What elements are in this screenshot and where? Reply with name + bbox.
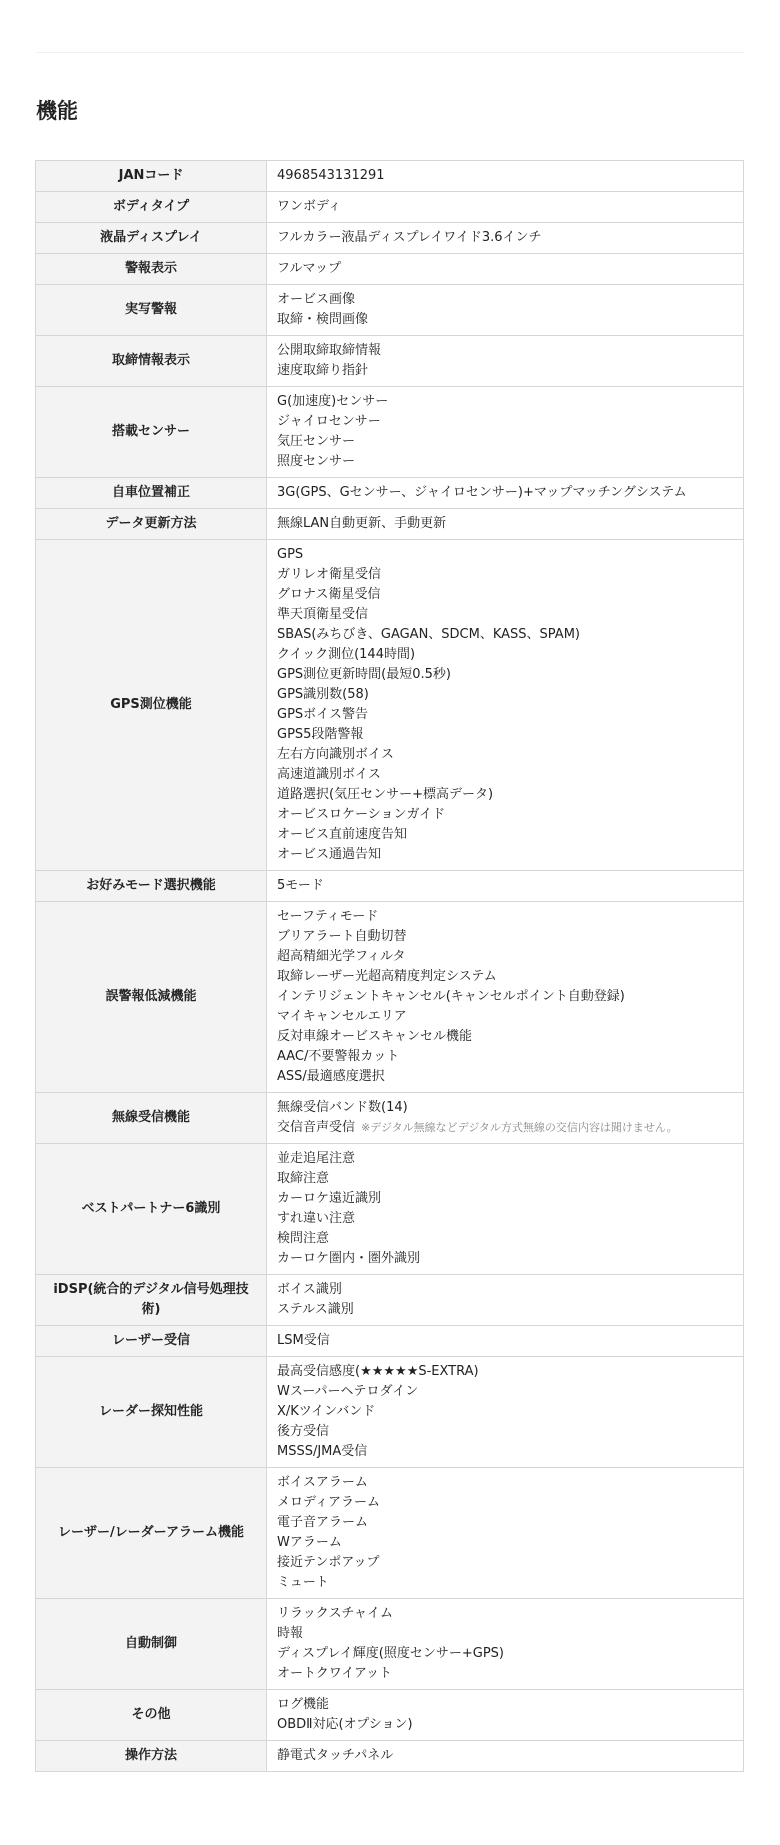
spec-value-line — [277, 1118, 733, 1138]
spec-value-line — [277, 452, 733, 472]
spec-label: ベストパートナー6識別 — [36, 1144, 267, 1275]
spec-value-line — [277, 1007, 733, 1027]
spec-value-text: GPS5段階警報 — [277, 727, 364, 742]
spec-value-line — [277, 927, 733, 947]
spec-value-line — [277, 166, 733, 186]
spec-value-text: ボイス識別 — [277, 1282, 342, 1297]
top-divider — [36, 52, 744, 53]
spec-value-line — [277, 645, 733, 665]
spec-value-text: インテリジェントキャンセル(キャンセルポイント自動登録) — [277, 989, 625, 1004]
spec-value-cell — [267, 161, 744, 192]
spec-note: ※デジタル無線などデジタル方式無線の交信内容は聞けません。 — [361, 1121, 678, 1134]
spec-value-text: ASS/最適感度選択 — [277, 1069, 385, 1084]
spec-label: 自動制御 — [36, 1599, 267, 1690]
spec-value-line — [277, 361, 733, 381]
spec-value-line — [277, 987, 733, 1007]
spec-value-text: セーフティモード — [277, 909, 379, 924]
spec-label: 搭載センサー — [36, 387, 267, 478]
spec-value-line — [277, 1473, 733, 1493]
spec-value-line — [277, 785, 733, 805]
spec-value-text: 3G(GPS、Gセンサー、ジャイロセンサー)+マップマッチングシステム — [277, 485, 687, 500]
spec-value-line — [277, 1442, 733, 1462]
spec-value-text: 交信音声受信 — [277, 1120, 356, 1135]
spec-value-line — [277, 565, 733, 585]
spec-value-text: フルカラー液晶ディスプレイワイド3.6インチ — [277, 230, 542, 245]
spec-value-text: 取締・検問画像 — [277, 312, 369, 327]
spec-value-text: 取締注意 — [277, 1171, 330, 1186]
spec-value-text: ミュート — [277, 1575, 329, 1590]
spec-value-text: 静電式タッチパネル — [277, 1748, 394, 1763]
spec-value-text: 照度センサー — [277, 454, 356, 469]
spec-value-text: 接近テンポアップ — [277, 1555, 380, 1570]
spec-row — [36, 161, 744, 192]
spec-value-cell — [267, 1690, 744, 1741]
spec-value-cell — [267, 478, 744, 509]
spec-value-cell — [267, 1275, 744, 1326]
spec-value-cell — [267, 1468, 744, 1599]
spec-value-line — [277, 1169, 733, 1189]
spec-row — [36, 387, 744, 478]
spec-value-text: オービス画像 — [277, 292, 356, 307]
spec-row — [36, 1357, 744, 1468]
spec-row — [36, 1275, 744, 1326]
spec-value-text: ガリレオ衛星受信 — [277, 567, 382, 582]
spec-value-line — [277, 625, 733, 645]
spec-value-text: GPS — [277, 547, 304, 562]
spec-value-line — [277, 310, 733, 330]
spec-value-cell — [267, 540, 744, 871]
spec-value-text: GPSボイス警告 — [277, 707, 369, 722]
spec-value-line — [277, 1644, 733, 1664]
spec-label: 液晶ディスプレイ — [36, 223, 267, 254]
spec-value-line — [277, 228, 733, 248]
spec-value-text: ディスプレイ輝度(照度センサー+GPS) — [277, 1646, 504, 1661]
spec-value-line — [277, 483, 733, 503]
spec-value-text: すれ違い注意 — [277, 1211, 356, 1226]
spec-value-cell — [267, 223, 744, 254]
spec-label: GPS測位機能 — [36, 540, 267, 871]
spec-value-line — [277, 1047, 733, 1067]
spec-row — [36, 254, 744, 285]
spec-row — [36, 285, 744, 336]
spec-value-line — [277, 1624, 733, 1644]
spec-value-text: 5モード — [277, 878, 324, 893]
spec-value-text: オービス通過告知 — [277, 847, 382, 862]
spec-value-text: 準天頂衛星受信 — [277, 607, 369, 622]
spec-row — [36, 1468, 744, 1599]
spec-value-text: 後方受信 — [277, 1424, 330, 1439]
spec-row — [36, 509, 744, 540]
spec-value-cell — [267, 1741, 744, 1772]
section-title: 機能 — [36, 99, 78, 123]
spec-value-line — [277, 1746, 733, 1766]
spec-value-line — [277, 432, 733, 452]
spec-row — [36, 902, 744, 1093]
spec-value-text: 無線受信バンド数(14) — [277, 1100, 408, 1115]
spec-value-line — [277, 341, 733, 361]
spec-value-text: 公開取締取締情報 — [277, 343, 382, 358]
spec-row — [36, 192, 744, 223]
spec-row — [36, 1690, 744, 1741]
spec-value-cell — [267, 1357, 744, 1468]
spec-row — [36, 1093, 744, 1144]
spec-value-line — [277, 197, 733, 217]
spec-label: JANコード — [36, 161, 267, 192]
spec-value-line — [277, 1280, 733, 1300]
spec-value-line — [277, 765, 733, 785]
spec-value-line — [277, 1573, 733, 1593]
spec-value-text: LSM受信 — [277, 1333, 330, 1348]
spec-value-line — [277, 1695, 733, 1715]
spec-value-text: G(加速度)センサー — [277, 394, 389, 409]
spec-value-text: クイック測位(144時間) — [277, 647, 416, 662]
spec-value-line — [277, 705, 733, 725]
spec-value-line — [277, 1249, 733, 1269]
spec-label: レーザー受信 — [36, 1326, 267, 1357]
spec-value-line — [277, 1382, 733, 1402]
spec-value-text: SBAS(みちびき、GAGAN、SDCM、KASS、SPAM) — [277, 627, 580, 642]
spec-label: お好みモード選択機能 — [36, 871, 267, 902]
spec-value-text: ログ機能 — [277, 1697, 330, 1712]
spec-value-line — [277, 1422, 733, 1442]
spec-value-line — [277, 259, 733, 279]
spec-label: iDSP(統合的デジタル信号処理技術) — [36, 1275, 267, 1326]
spec-value-text: X/Kツインバンド — [277, 1404, 376, 1419]
spec-row — [36, 1144, 744, 1275]
spec-value-line — [277, 412, 733, 432]
spec-label: レーダー探知性能 — [36, 1357, 267, 1468]
spec-value-cell — [267, 336, 744, 387]
spec-value-text: 気圧センサー — [277, 434, 356, 449]
spec-value-line — [277, 1553, 733, 1573]
spec-value-line — [277, 665, 733, 685]
spec-row — [36, 1741, 744, 1772]
spec-value-text: Wアラーム — [277, 1535, 342, 1550]
spec-value-line — [277, 1513, 733, 1533]
spec-value-line — [277, 1362, 733, 1382]
spec-value-line — [277, 1604, 733, 1624]
spec-value-text: ステルス識別 — [277, 1302, 354, 1317]
spec-value-cell — [267, 285, 744, 336]
spec-value-text: AAC/不要警報カット — [277, 1049, 400, 1064]
spec-value-text: カーロケ圏内・圏外識別 — [277, 1251, 421, 1266]
spec-value-text: 最高受信感度(★★★★★S-EXTRA) — [277, 1364, 479, 1379]
spec-value-line — [277, 1533, 733, 1553]
spec-value-line — [277, 545, 733, 565]
spec-value-text: 無線LAN自動更新、手動更新 — [277, 516, 447, 531]
spec-value-text: 4968543131291 — [277, 168, 385, 183]
spec-value-line — [277, 514, 733, 534]
spec-table — [35, 160, 744, 1772]
spec-value-text: 速度取締り指針 — [277, 363, 369, 378]
spec-value-text: オービスロケーションガイド — [277, 807, 446, 822]
spec-value-line — [277, 290, 733, 310]
spec-label: 自車位置補正 — [36, 478, 267, 509]
spec-value-text: マイキャンセルエリア — [277, 1009, 407, 1024]
spec-value-line — [277, 1149, 733, 1169]
spec-row — [36, 540, 744, 871]
spec-label: データ更新方法 — [36, 509, 267, 540]
spec-value-text: GPS識別数(58) — [277, 687, 369, 702]
spec-label: 誤警報低減機能 — [36, 902, 267, 1093]
spec-row — [36, 336, 744, 387]
spec-value-line — [277, 1098, 733, 1118]
spec-value-text: 電子音アラーム — [277, 1515, 369, 1530]
spec-label: 警報表示 — [36, 254, 267, 285]
spec-row — [36, 871, 744, 902]
spec-value-text: ボイスアラーム — [277, 1475, 368, 1490]
spec-label: その他 — [36, 1690, 267, 1741]
spec-label: 取締情報表示 — [36, 336, 267, 387]
spec-label: ボディタイプ — [36, 192, 267, 223]
spec-value-line — [277, 845, 733, 865]
spec-value-text: 時報 — [277, 1626, 304, 1641]
spec-value-line — [277, 1402, 733, 1422]
spec-value-line — [277, 1300, 733, 1320]
spec-value-cell — [267, 1599, 744, 1690]
spec-value-cell — [267, 1144, 744, 1275]
spec-value-cell — [267, 387, 744, 478]
spec-value-line — [277, 585, 733, 605]
spec-value-text: カーロケ遠近識別 — [277, 1191, 382, 1206]
spec-value-line — [277, 1664, 733, 1684]
spec-value-text: メロディアラーム — [277, 1495, 380, 1510]
spec-label: 実写警報 — [36, 285, 267, 336]
spec-value-text: 検問注意 — [277, 1231, 330, 1246]
spec-value-cell — [267, 254, 744, 285]
spec-value-text: GPS測位更新時間(最短0.5秒) — [277, 667, 451, 682]
spec-value-cell — [267, 1093, 744, 1144]
spec-value-text: Wスーパーヘテロダイン — [277, 1384, 419, 1399]
spec-value-text: 並走追尾注意 — [277, 1151, 356, 1166]
spec-value-text: MSSS/JMA受信 — [277, 1444, 368, 1459]
spec-value-text: OBDⅡ対応(オプション) — [277, 1717, 413, 1732]
spec-value-line — [277, 1493, 733, 1513]
spec-value-line — [277, 1229, 733, 1249]
spec-value-line — [277, 605, 733, 625]
spec-value-line — [277, 1209, 733, 1229]
spec-value-cell — [267, 902, 744, 1093]
spec-table-body — [36, 161, 744, 1772]
spec-value-line — [277, 725, 733, 745]
spec-value-line — [277, 805, 733, 825]
spec-value-line — [277, 745, 733, 765]
spec-value-line — [277, 392, 733, 412]
spec-value-text: フルマップ — [277, 261, 341, 276]
spec-value-cell — [267, 1326, 744, 1357]
spec-value-text: ワンボディ — [277, 199, 341, 214]
spec-value-line — [277, 685, 733, 705]
spec-value-text: ブリアラート自動切替 — [277, 929, 407, 944]
spec-value-line — [277, 1189, 733, 1209]
spec-label: 無線受信機能 — [36, 1093, 267, 1144]
spec-value-text: 超高精細光学フィルタ — [277, 949, 406, 964]
spec-row — [36, 1599, 744, 1690]
spec-row — [36, 478, 744, 509]
spec-value-line — [277, 876, 733, 896]
spec-value-line — [277, 825, 733, 845]
spec-value-text: 反対車線オービスキャンセル機能 — [277, 1029, 473, 1044]
spec-value-cell — [267, 871, 744, 902]
spec-value-line — [277, 967, 733, 987]
spec-value-text: リラックスチャイム — [277, 1606, 393, 1621]
spec-value-line — [277, 1331, 733, 1351]
spec-value-text: 取締レーザー光超高精度判定システム — [277, 969, 497, 984]
spec-value-text: 左右方向識別ボイス — [277, 747, 394, 762]
spec-value-text: 高速道識別ボイス — [277, 767, 381, 782]
spec-row — [36, 1326, 744, 1357]
spec-value-text: ジャイロセンサー — [277, 414, 381, 429]
spec-value-line — [277, 1715, 733, 1735]
spec-label: レーザー/レーダーアラーム機能 — [36, 1468, 267, 1599]
spec-value-text: オートクワイアット — [277, 1666, 393, 1681]
spec-value-text: オービス直前速度告知 — [277, 827, 408, 842]
spec-value-line — [277, 947, 733, 967]
spec-value-text: グロナス衛星受信 — [277, 587, 381, 602]
spec-value-line — [277, 1027, 733, 1047]
spec-value-line — [277, 1067, 733, 1087]
spec-value-line — [277, 907, 733, 927]
spec-value-text: 道路選択(気圧センサー+標高データ) — [277, 787, 494, 802]
spec-value-cell — [267, 509, 744, 540]
spec-row — [36, 223, 744, 254]
spec-value-cell — [267, 192, 744, 223]
spec-label: 操作方法 — [36, 1741, 267, 1772]
